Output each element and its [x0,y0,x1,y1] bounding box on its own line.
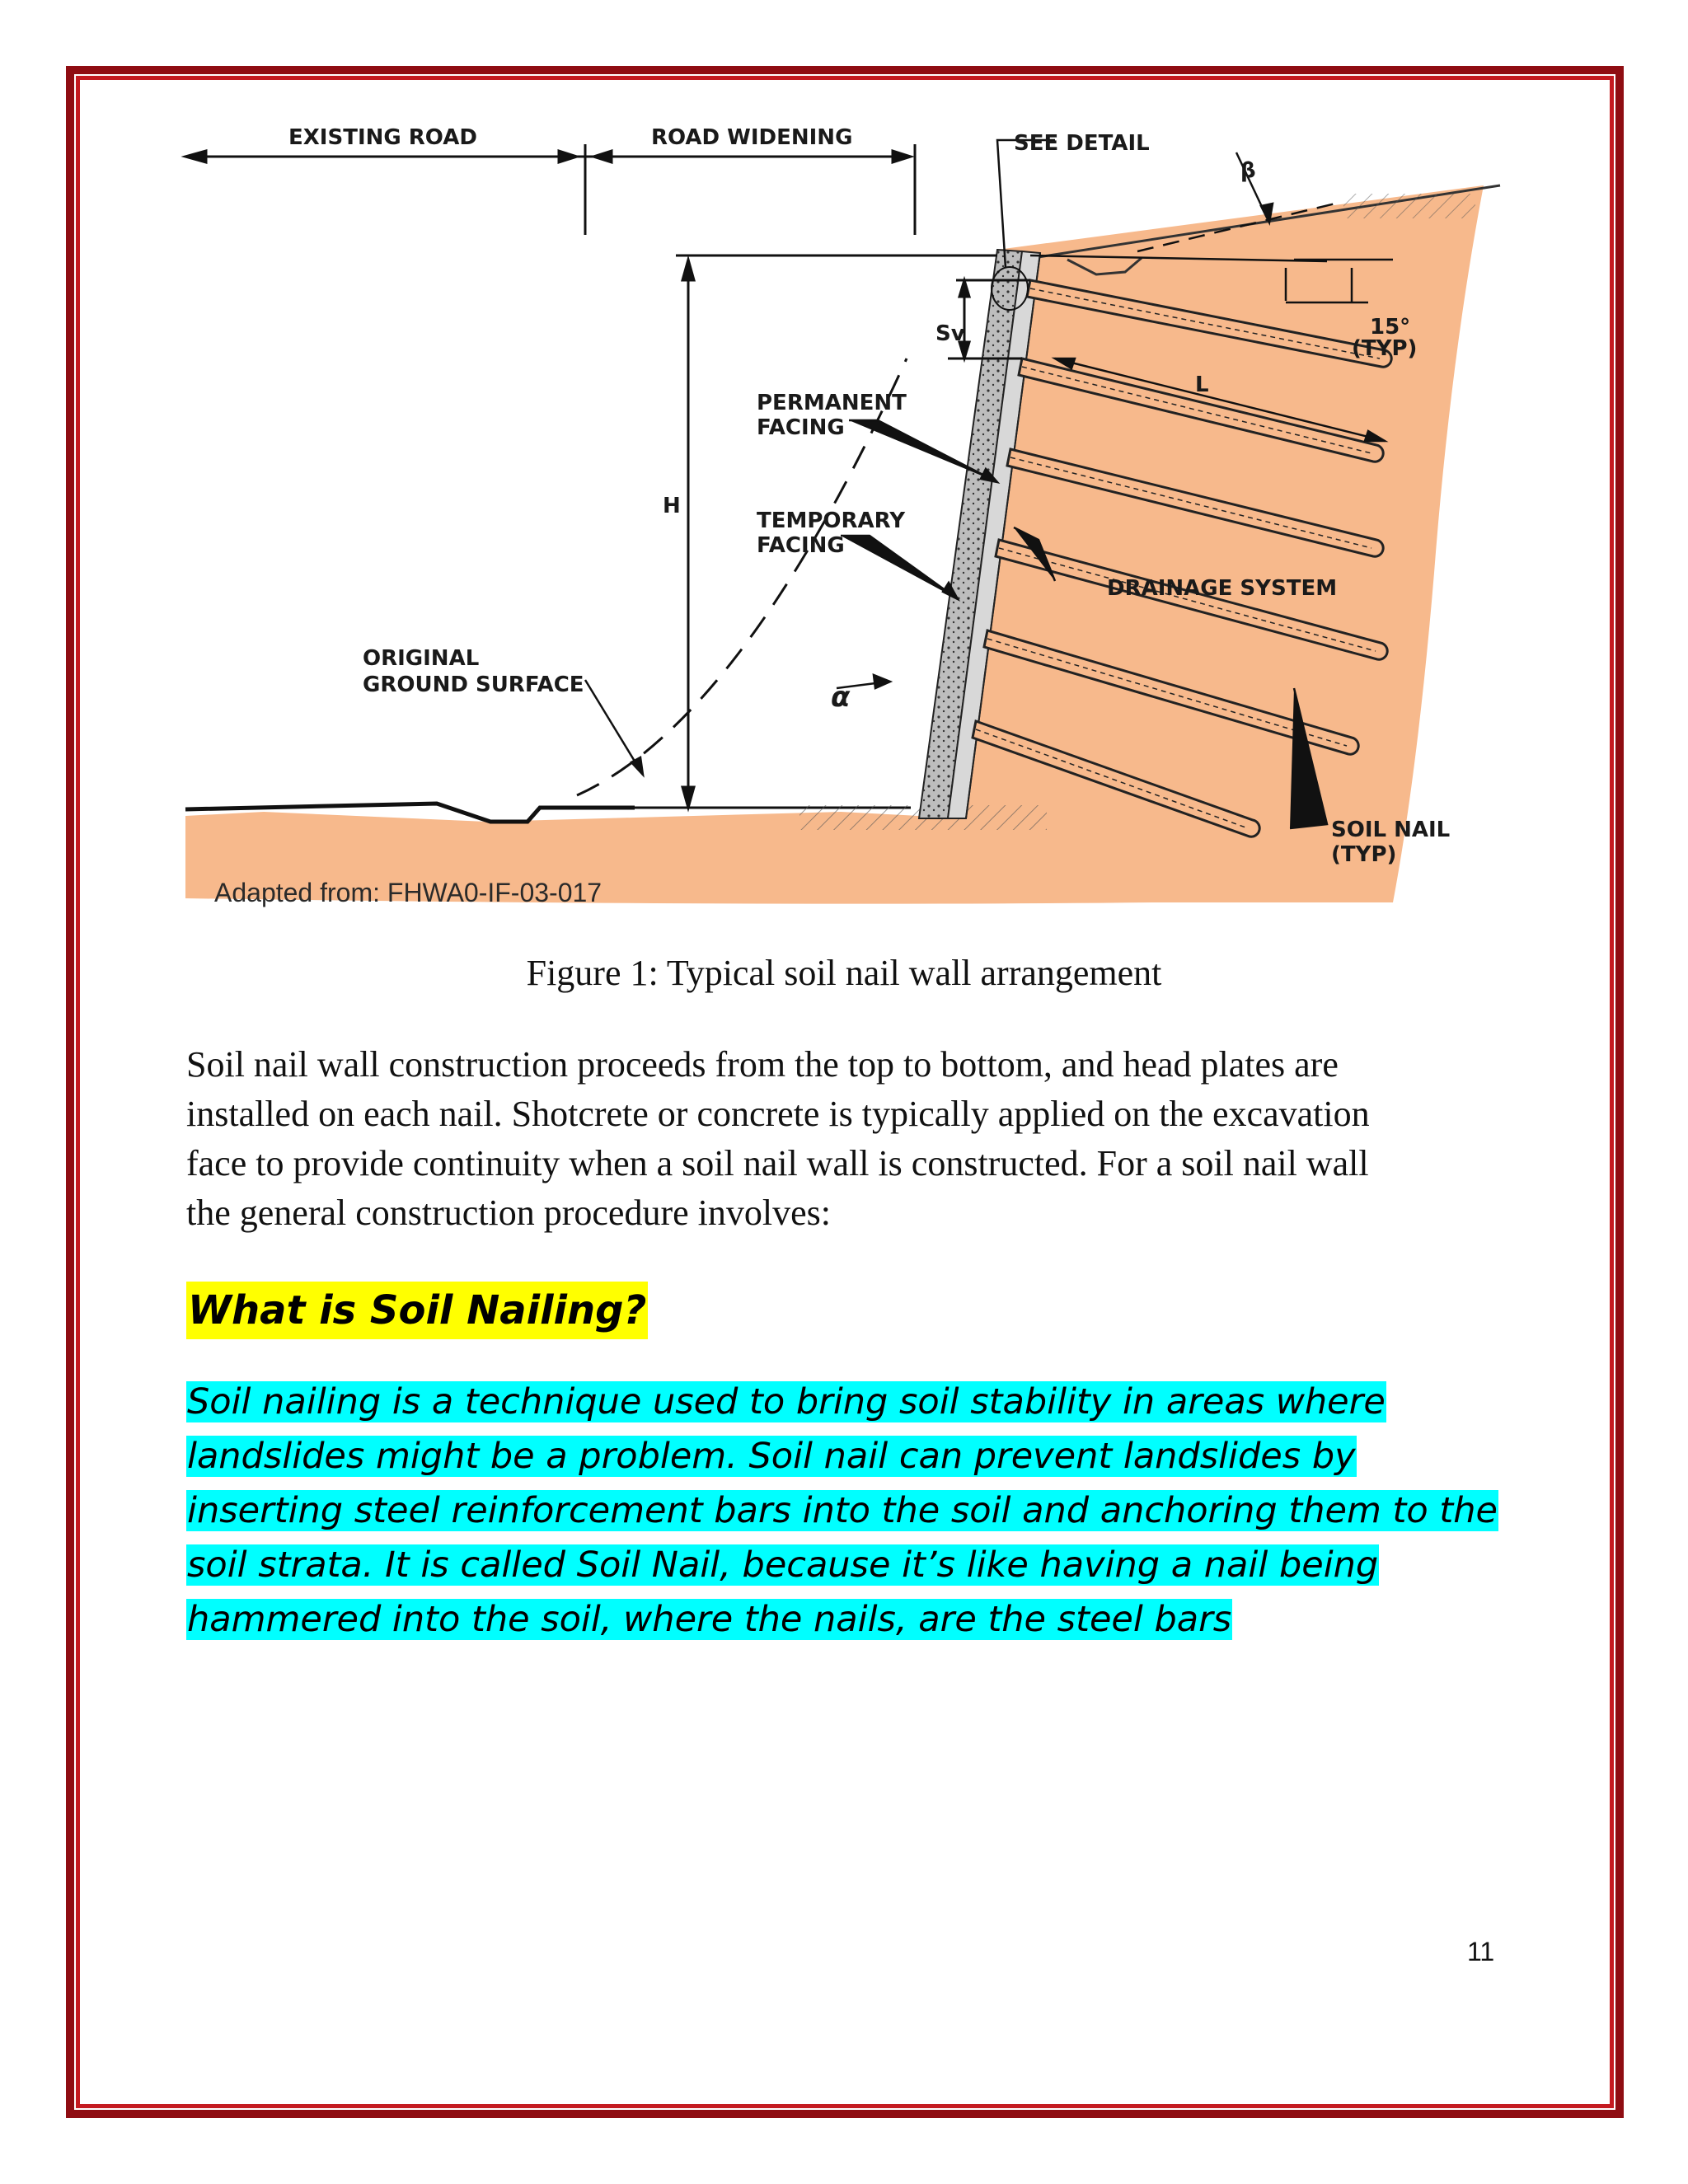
label-permanent-facing-2: FACING [757,415,845,440]
definition-line: soil strata. It is called Soil Nail, because it’s like having a nail being [187,1544,1379,1586]
figure-source-note: Adapted from: FHWA0-IF-03-017 [214,878,603,907]
label-h: H [663,494,681,518]
label-drainage-system: DRAINAGE SYSTEM [1107,576,1338,601]
label-l: L [1195,373,1209,397]
figure-caption: Figure 1: Typical soil nail wall arrangement [526,953,1162,993]
body-paragraph [186,1040,1513,1238]
label-soil-nail-2: (TYP) [1331,842,1397,867]
definition-line: Soil nailing is a technique used to bring soil stability in areas where [187,1381,1386,1422]
label-temporary-facing-2: FACING [757,533,845,558]
label-temporary-facing-1: TEMPORARY [757,509,906,533]
label-original-ground-2: GROUND SURFACE [363,673,584,697]
label-alpha: α [831,681,851,714]
section-heading: What is Soil Nailing? [186,1282,648,1339]
paragraph-line: the general construction procedure involves: [186,1193,831,1233]
label-soil-nail-1: SOIL NAIL [1331,818,1451,842]
label-existing-road: EXISTING ROAD [288,125,477,150]
label-beta: β [1240,158,1256,183]
label-road-widening: ROAD WIDENING [651,125,853,150]
label-15-typ: (TYP) [1352,336,1418,361]
definition-line: hammered into the soil, where the nails, are the steel bars [187,1599,1232,1640]
soil-nail-wall-diagram [165,111,1533,919]
page-number: 11 [1467,1937,1495,1966]
label-sv: Sv [935,321,965,346]
paragraph-line: face to provide continuity when a soil nail wall is constructed. For a soil nail wall [186,1143,1369,1183]
label-permanent-facing-1: PERMANENT [757,391,907,415]
label-15-deg: 15° [1370,315,1411,340]
definition-line: landslides might be a problem. Soil nail can prevent landslides by [187,1436,1356,1477]
paragraph-line: installed on each nail. Shotcrete or concrete is typically applied on the excavation [186,1094,1370,1134]
definition-paragraph [186,1375,1522,1647]
label-original-ground-1: ORIGINAL [363,646,480,671]
paragraph-line: Soil nail wall construction proceeds from the top to bottom, and head plates are [186,1044,1339,1085]
label-see-detail: SEE DETAIL [1014,131,1150,156]
definition-line: inserting steel reinforcement bars into the soil and anchoring them to the [187,1490,1498,1531]
